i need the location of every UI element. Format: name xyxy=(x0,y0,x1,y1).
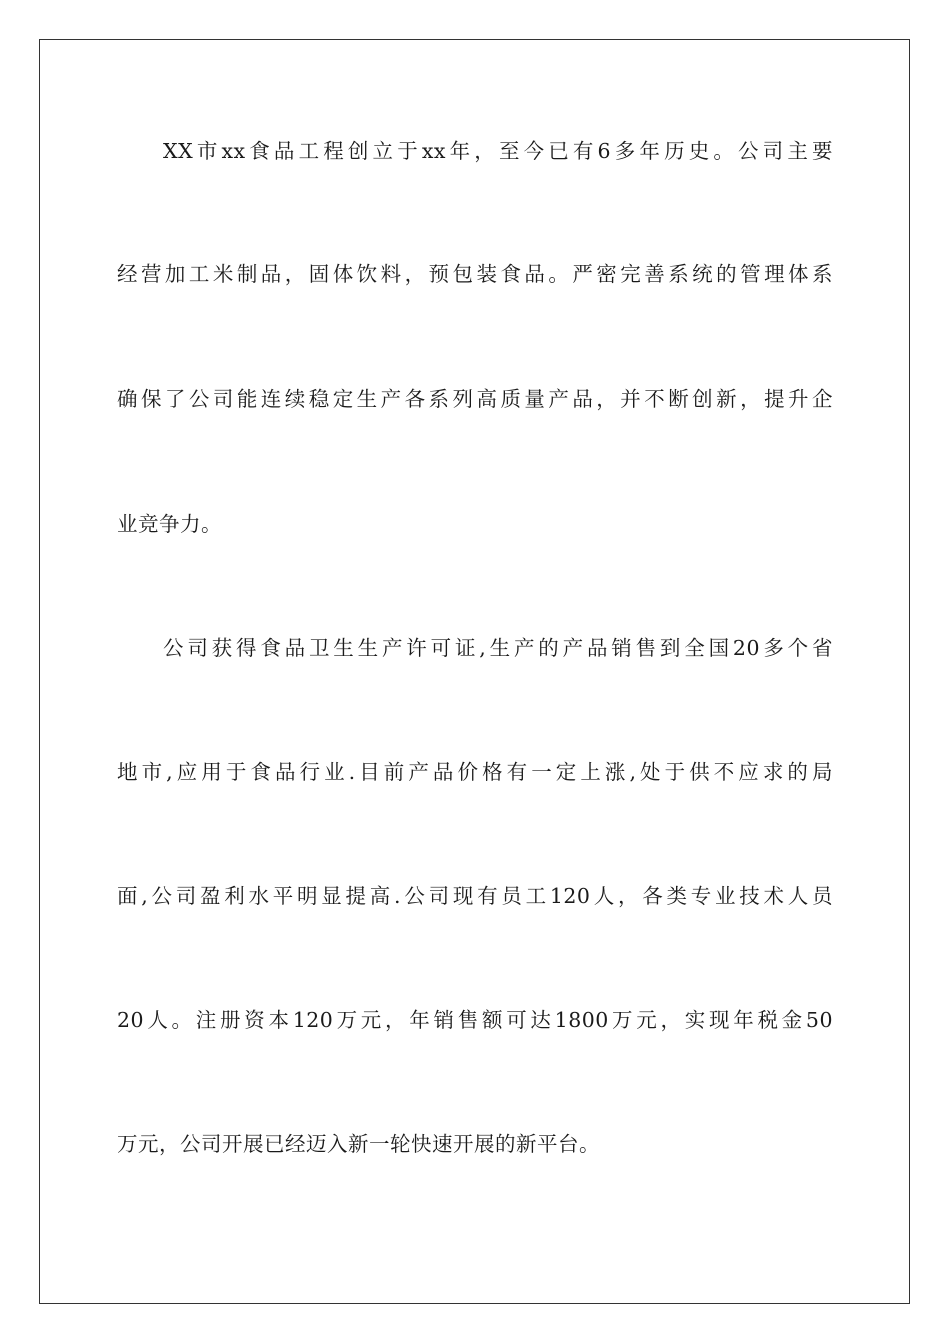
paragraph-2-line-4: 20人。注册资本120万元，年销售额可达1800万元，实现年税金50 xyxy=(117,1008,833,1032)
paragraph-1-line-3: 确保了公司能连续稳定生产各系列高质量产品，并不断创新，提升企 xyxy=(117,387,833,411)
paragraph-1-line-1: XX市xx食品工程创立于xx年，至今已有6多年历史。公司主要 xyxy=(163,139,833,163)
paragraph-2-line-5: 万元，公司开展已经迈入新一轮快速开展的新平台。 xyxy=(117,1132,600,1156)
paragraph-2-line-1: 公司获得食品卫生生产许可证,生产的产品销售到全国20多个省 xyxy=(163,636,833,660)
paragraph-2-line-2: 地市,应用于食品行业.目前产品价格有一定上涨,处于供不应求的局 xyxy=(117,760,833,784)
page-border xyxy=(39,39,910,1304)
paragraph-2-line-3: 面,公司盈利水平明显提高.公司现有员工120人，各类专业技术人员 xyxy=(117,884,833,908)
paragraph-1-line-4: 业竞争力。 xyxy=(117,512,222,536)
paragraph-1-line-2: 经营加工米制品，固体饮料，预包装食品。严密完善系统的管理体系 xyxy=(117,262,833,286)
